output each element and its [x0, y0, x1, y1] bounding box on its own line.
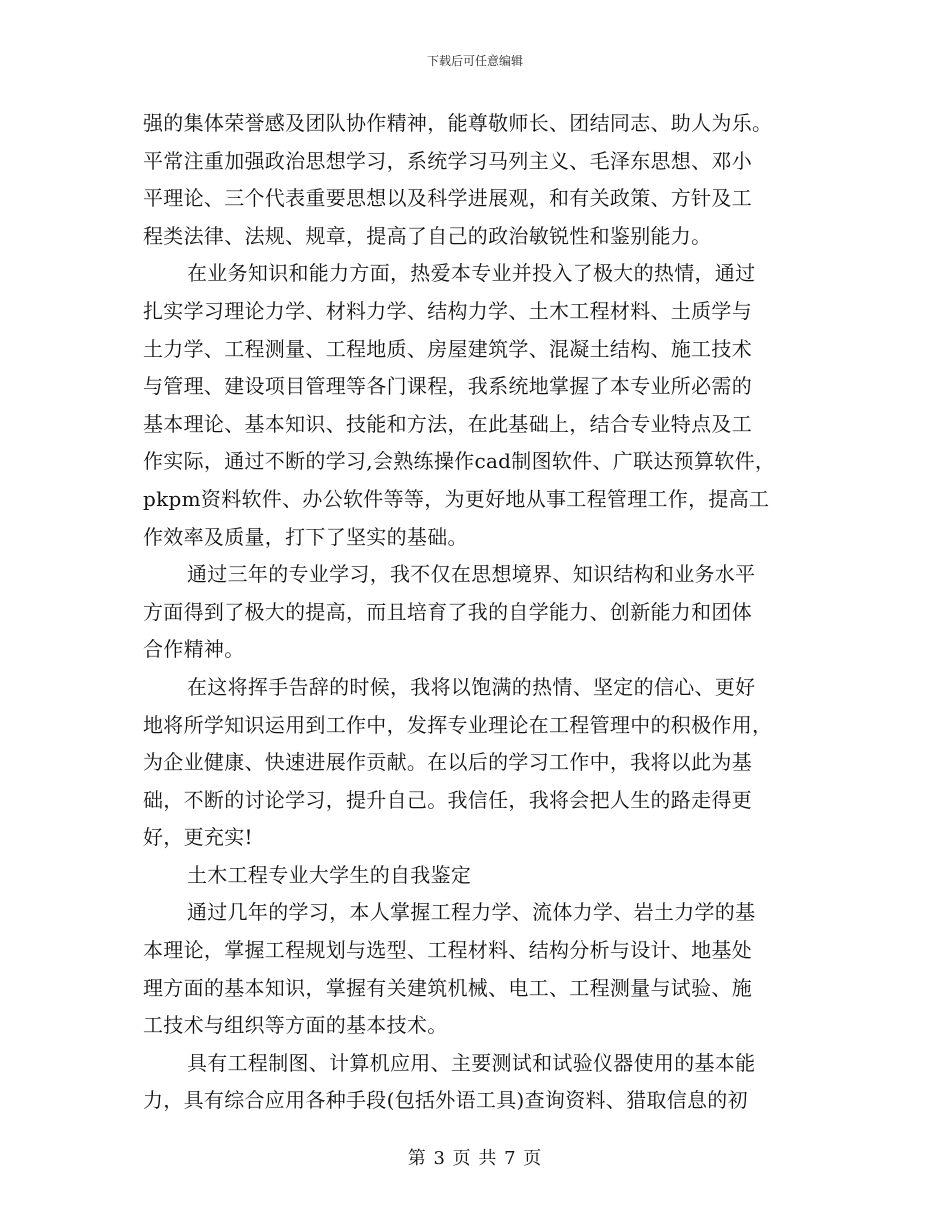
- page-header: 下载后可任意编辑: [426, 54, 523, 68]
- text-line: 方面得到了极大的提高，而且培育了我的自学能力、创新能力和团体: [143, 599, 752, 624]
- text-line: 平理论、三个代表重要思想以及科学进展观，和有关政策、方针及工: [143, 186, 752, 211]
- text-line: 与管理、建设项目管理等各门课程，我系统地掌握了本专业所必需的: [143, 374, 752, 399]
- text-line: 通过几年的学习，本人掌握工程力学、流体力学、岩土力学的基: [187, 900, 756, 925]
- text-line: 土力学、工程测量、工程地质、房屋建筑学、混凝土结构、施工技术: [143, 336, 752, 361]
- text-line: 在业务知识和能力方面，热爱本专业并投入了极大的热情，通过: [187, 261, 756, 286]
- text-line: 强的集体荣誉感及团队协作精神，能尊敬师长、团结同志、助人为乐。: [143, 111, 773, 135]
- text-line: 平常注重加强政治思想学习，系统学习马列主义、毛泽东思想、邓小: [143, 148, 752, 173]
- text-line: 好，更充实!: [143, 825, 253, 850]
- text-line: 作效率及质量，打下了坚实的基础。: [143, 524, 468, 549]
- text-line: 在这将挥手告辞的时候，我将以饱满的热情、坚定的信心、更好: [187, 674, 756, 699]
- text-line: 本理论，掌握工程规划与选型、工程材料、结构分析与设计、地基处: [143, 938, 752, 963]
- text-line: 作实际，通过不断的学习,会熟练操作cad制图软件、广联达预算软件，: [143, 449, 776, 474]
- text-line: 工技术与组织等方面的基本技术。: [143, 1013, 448, 1038]
- text-line: 合作精神。: [143, 637, 245, 662]
- text-line: pkpm资料软件、办公软件等等，为更好地从事工程管理工作，提高工: [143, 486, 770, 511]
- text-line: 理方面的基本知识，掌握有关建筑机械、电工、工程测量与试验、施: [143, 975, 752, 1000]
- text-line: 扎实学习理论力学、材料力学、结构力学、土木工程材料、土质学与: [143, 298, 752, 323]
- text-line: 力，具有综合应用各种手段(包括外语工具)查询资料、猎取信息的初: [143, 1088, 748, 1113]
- text-line: 基本理论、基本知识、技能和方法，在此基础上，结合专业特点及工: [143, 411, 752, 436]
- text-line: 具有工程制图、计算机应用、主要测试和试验仪器使用的基本能: [187, 1050, 756, 1075]
- text-line: 础，不断的讨论学习，提升自己。我信任，我将会把人生的路走得更: [143, 787, 752, 812]
- text-line: 程类法律、法规、规章，提高了自己的政治敏锐性和鉴别能力。: [143, 223, 712, 248]
- text-line: 土木工程专业大学生的自我鉴定: [187, 862, 472, 887]
- page-footer: 第 3 页 共 7 页: [407, 1148, 543, 1169]
- text-line: 通过三年的专业学习，我不仅在思想境界、知识结构和业务水平: [187, 562, 756, 587]
- document-body: [143, 105, 813, 1120]
- text-line: 地将所学知识运用到工作中，发挥专业理论在工程管理中的积极作用，: [143, 712, 773, 737]
- text-line: 为企业健康、快速进展作贡献。在以后的学习工作中，我将以此为基: [143, 750, 752, 775]
